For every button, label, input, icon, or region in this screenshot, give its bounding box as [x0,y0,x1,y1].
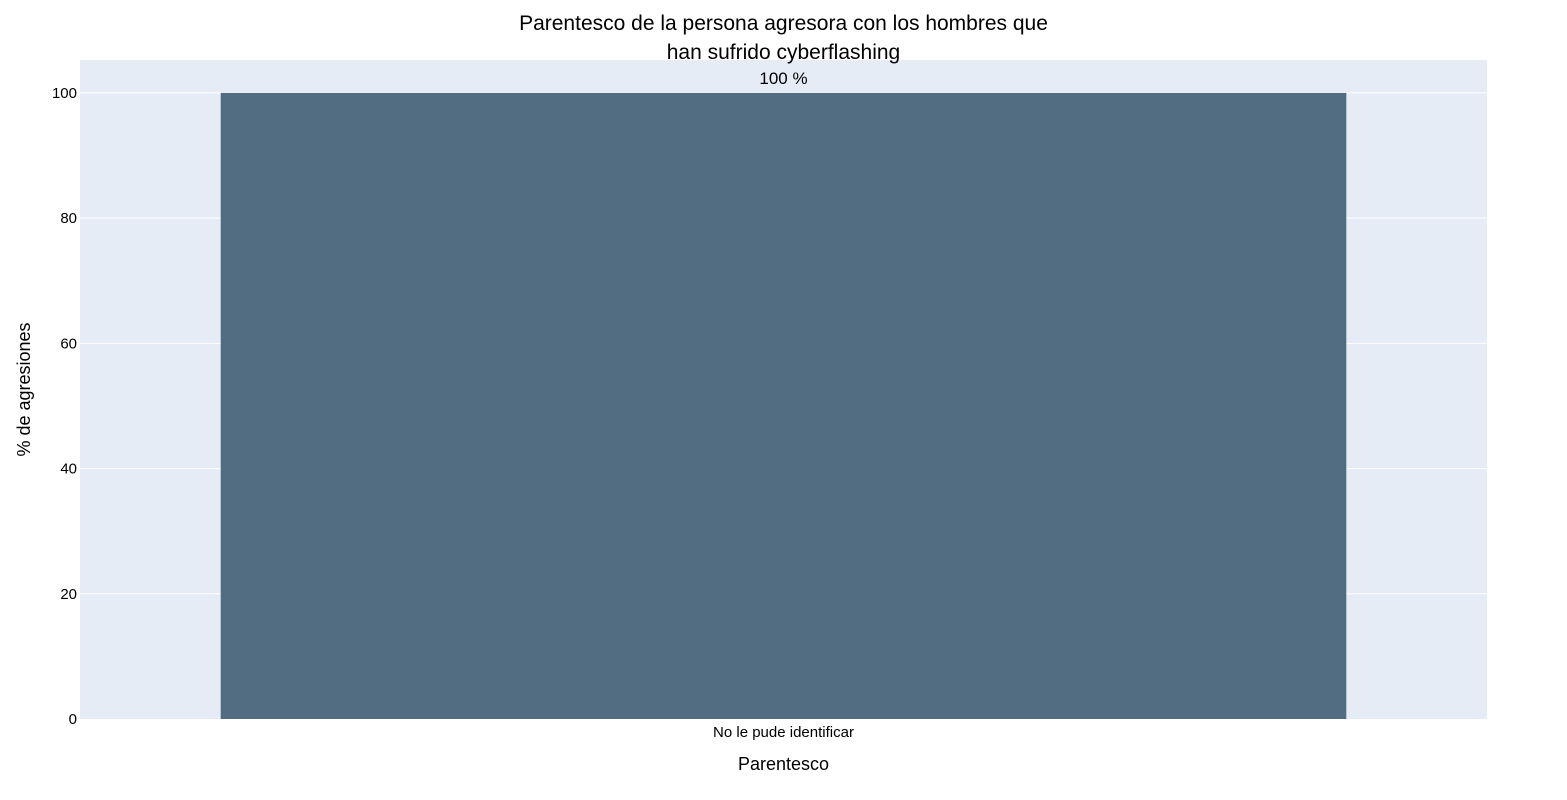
y-tick-label-40: 40 [60,460,77,478]
y-tick-label-60: 60 [60,335,77,353]
chart-title-line-1: Parentesco de la persona agresora con los hombres que [519,12,1048,35]
x-axis-ticks [713,724,854,741]
y-tick-label-80: 80 [60,210,77,228]
y-tick-label-20: 20 [60,585,77,603]
y-axis-ticks [52,85,77,728]
y-axis-title: % de agresiones [14,322,34,457]
data-labels [759,69,807,88]
y-tick-label-100: 100 [51,84,77,102]
bar-data-label-1: 100 % [759,68,808,88]
chart-title-line-2: han sufrido cyberflashing [666,41,901,64]
bars [221,93,1347,719]
bar-1[interactable] [221,93,1347,719]
x-axis-title: Parentesco [737,754,830,774]
x-tick-label-1: No le pude identificar [713,724,854,741]
y-tick-label-0: 0 [68,711,77,728]
